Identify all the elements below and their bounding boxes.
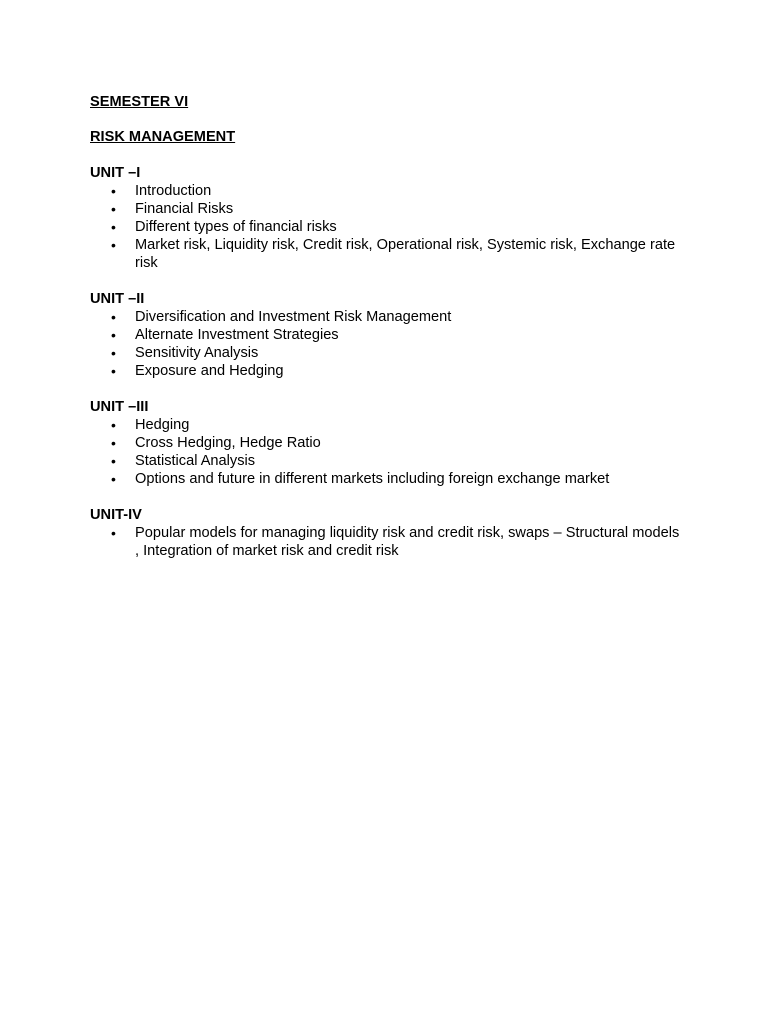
bullet-icon: •: [111, 435, 116, 451]
list-item: [90, 470, 680, 488]
list-item: [90, 452, 680, 470]
unit-title: UNIT –III: [90, 399, 149, 415]
topic-text: Exposure and Hedging: [135, 363, 284, 379]
bullet-icon: •: [111, 183, 116, 199]
list-item: [90, 416, 680, 434]
topic-text: Financial Risks: [135, 201, 234, 217]
list-item: [90, 308, 680, 326]
bullet-icon: •: [111, 309, 116, 325]
bullet-icon: •: [111, 219, 116, 235]
list-item: [90, 362, 680, 380]
bullet-icon: •: [111, 417, 116, 433]
bullet-icon: •: [111, 525, 116, 541]
list-item: [90, 434, 680, 452]
list-item: [90, 236, 680, 272]
list-item: [90, 344, 680, 362]
topic-text: Cross Hedging, Hedge Ratio: [135, 435, 321, 451]
unit-section-4: [90, 506, 680, 560]
unit-title: UNIT –I: [90, 165, 141, 181]
bullet-icon: •: [111, 471, 116, 487]
topic-text: Popular models for managing liquidity risk and credit risk, swaps – Structural models , Integration of market risk and credit risk: [135, 525, 680, 559]
bullet-icon: •: [111, 453, 116, 469]
course-title: RISK MANAGEMENT: [90, 129, 236, 145]
bullet-icon: •: [111, 201, 116, 217]
bullet-icon: •: [111, 363, 116, 379]
topic-text: Diversification and Investment Risk Management: [135, 309, 452, 325]
topic-list: [90, 524, 680, 560]
unit-section-1: [90, 164, 680, 272]
topic-text: Hedging: [135, 417, 190, 433]
bullet-icon: •: [111, 237, 116, 253]
list-item: [90, 218, 680, 236]
bullet-icon: •: [111, 345, 116, 361]
topic-text: Introduction: [135, 183, 212, 199]
bullet-icon: •: [111, 327, 116, 343]
topic-text: Statistical Analysis: [135, 453, 256, 469]
list-item: [90, 524, 680, 560]
syllabus-content: [90, 93, 680, 560]
topic-text: Sensitivity Analysis: [135, 345, 259, 361]
unit-title: UNIT –II: [90, 291, 145, 307]
unit-section-3: [90, 398, 680, 488]
topic-text: Different types of financial risks: [135, 219, 337, 235]
list-item: [90, 200, 680, 218]
unit-title: UNIT-IV: [90, 507, 142, 523]
topic-text: Alternate Investment Strategies: [135, 327, 339, 343]
topic-text: Market risk, Liquidity risk, Credit risk, Operational risk, Systemic risk, Exchange rate risk: [135, 237, 676, 271]
topic-list: [90, 182, 680, 272]
topic-list: [90, 308, 680, 380]
list-item: [90, 182, 680, 200]
list-item: [90, 326, 680, 344]
unit-section-2: [90, 290, 680, 380]
topic-text: Options and future in different markets including foreign exchange market: [135, 471, 610, 487]
topic-list: [90, 416, 680, 488]
semester-heading: SEMESTER VI: [90, 94, 189, 110]
